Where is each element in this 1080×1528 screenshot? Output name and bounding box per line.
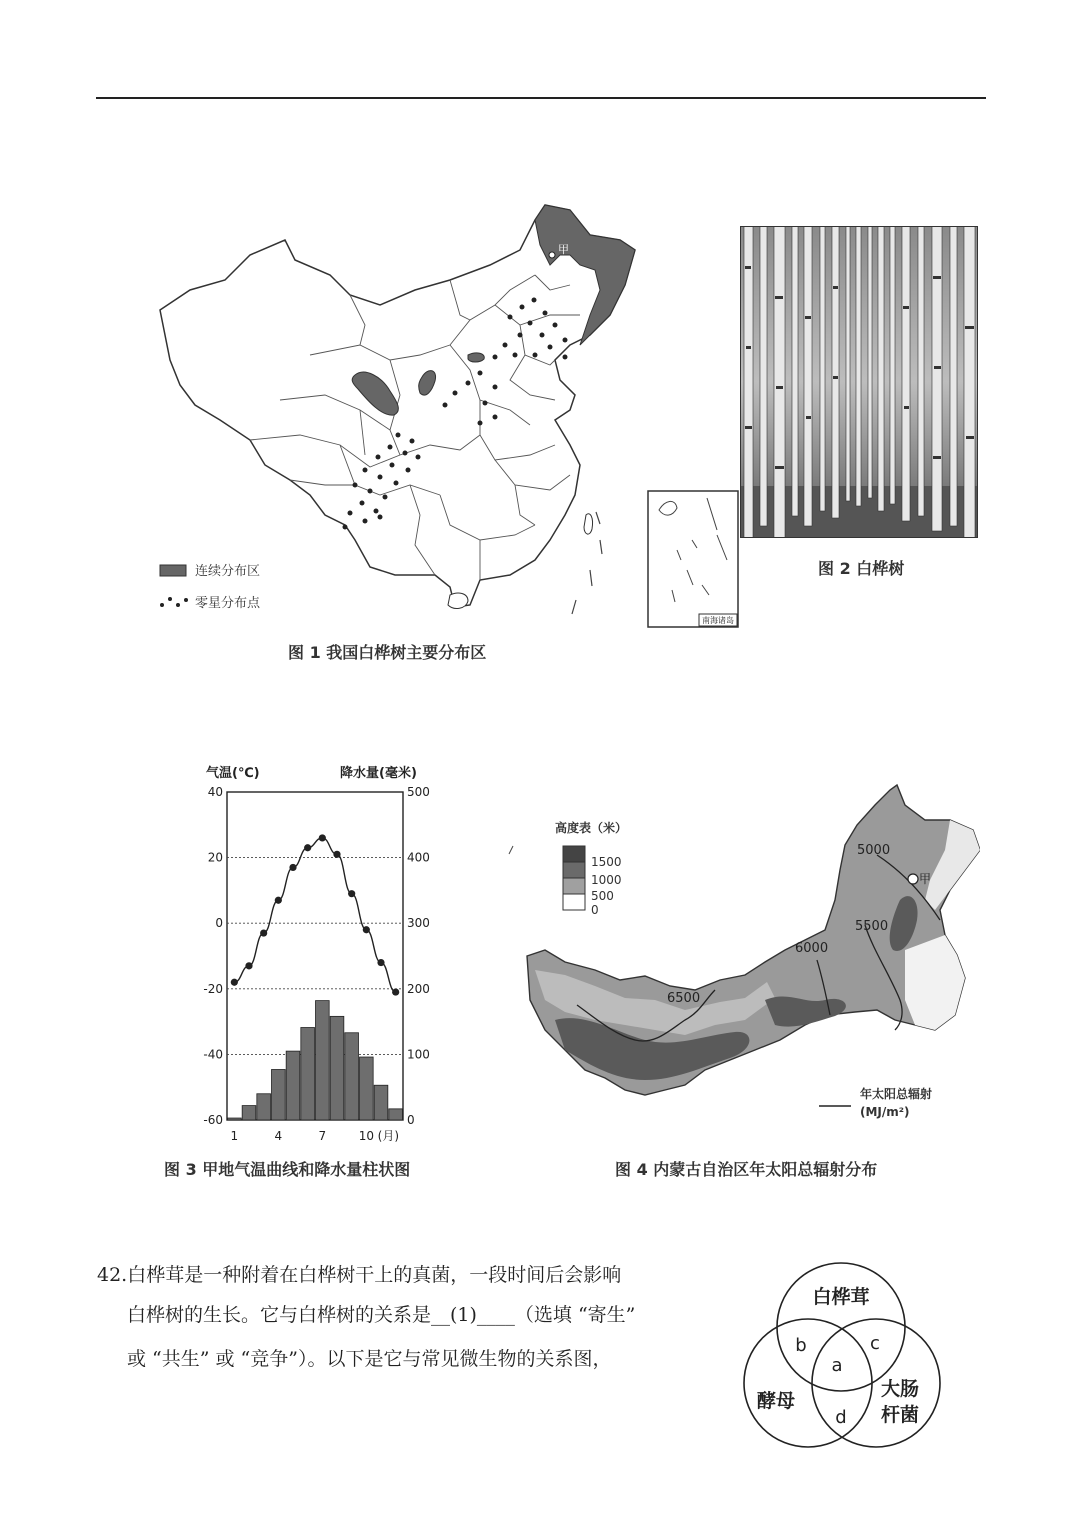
left-tick-label: -40 (203, 1047, 223, 1062)
venn-label-right-2: 杆菌 (880, 1404, 920, 1426)
elevation-swatch-500 (563, 878, 585, 894)
elevation-label-1500: 1500 (591, 855, 622, 869)
question-42-line1: 42.白桦茸是一种附着在白桦树干上的真菌，一段时间后会影响 (97, 1264, 622, 1286)
right-axis-title: 降水量(毫米) (340, 766, 417, 781)
elevation-swatch-1000 (563, 862, 585, 878)
temperature-point (319, 834, 326, 841)
precipitation-bar (345, 1033, 359, 1120)
birch-trunks (744, 226, 975, 538)
elevation-label-0: 0 (591, 903, 599, 917)
fig1-caption: 图 1 我国白桦树主要分布区 (288, 643, 487, 662)
question-42-line2: 白桦树的生长。它与白桦树的关系是__(1)____（选填 “寄生” (127, 1304, 636, 1326)
precipitation-bar (374, 1085, 388, 1120)
elevation-label-500: 500 (591, 889, 614, 903)
temperature-point (289, 864, 296, 871)
hainan-island (448, 593, 468, 608)
right-tick-label: 400 (407, 850, 430, 865)
venn-region-c: c (870, 1333, 880, 1354)
isoline-label-6500: 6500 (667, 991, 701, 1006)
temperature-point (377, 959, 384, 966)
isoline-label-5500: 5500 (855, 919, 889, 934)
fig4-caption: 图 4 内蒙古自治区年太阳总辐射分布 (615, 1160, 878, 1179)
precipitation-bar (257, 1094, 271, 1120)
temperature-point (245, 962, 252, 969)
fig3-caption: 图 3 甲地气温曲线和降水量柱状图 (164, 1160, 411, 1179)
isoline-label-6000: 6000 (795, 941, 829, 956)
temperature-point (231, 979, 238, 986)
line-legend-unit: (MJ/m²) (860, 1105, 910, 1119)
elevation-swatch-0 (563, 894, 585, 910)
precipitation-bar (360, 1057, 374, 1120)
isoline-label-5000: 5000 (857, 843, 891, 858)
x-tick-label: 4 (274, 1129, 283, 1143)
location-jia-label: 甲 (558, 243, 569, 256)
x-tick-label: 1 (230, 1129, 239, 1143)
precipitation-bar (242, 1106, 256, 1120)
x-tick-label: 7 (318, 1129, 327, 1143)
temperature-point (304, 844, 311, 851)
left-tick-label: -20 (203, 981, 223, 996)
temperature-point (392, 988, 399, 995)
location-jia-label-fig4: 甲 (919, 872, 932, 886)
line-legend-label: 年太阳总辐射 (860, 1087, 933, 1101)
right-tick-label: 200 (407, 981, 430, 996)
venn-label-top: 白桦茸 (812, 1286, 870, 1308)
continuous-area-yinshan (468, 353, 484, 362)
legend-continuous-label: 连续分布区 (195, 564, 261, 579)
venn-diagram (738, 1255, 948, 1450)
location-jia-marker (549, 252, 555, 258)
legend-continuous-swatch (160, 565, 186, 576)
temperature-point (363, 926, 370, 933)
right-tick-label: 100 (407, 1047, 430, 1062)
left-tick-label: 40 (207, 785, 223, 799)
temperature-point (333, 851, 340, 858)
temperature-point (275, 897, 282, 904)
question-42-line3: 或 “共生” 或 “竞争”）。以下是它与常见微生物的关系图， (127, 1348, 612, 1370)
precipitation-bar (228, 1118, 242, 1120)
precipitation-bar (272, 1069, 286, 1120)
left-axis-title: 气温(℃) (206, 766, 260, 781)
legend-scattered-swatch (160, 597, 188, 607)
x-tick-label: 10 (358, 1129, 374, 1143)
left-tick-label: 0 (215, 916, 223, 931)
temperature-line (234, 838, 395, 992)
venn-region-b: b (795, 1335, 807, 1356)
venn-circle-left (744, 1319, 872, 1447)
right-tick-label: 500 (407, 785, 430, 799)
left-tick-label: -60 (203, 1113, 223, 1127)
venn-label-left: 酵母 (756, 1390, 796, 1412)
island-dashes (570, 510, 610, 620)
right-tick-label: 300 (407, 916, 430, 931)
precipitation-bar (286, 1051, 300, 1120)
precipitation-bar (389, 1109, 403, 1120)
birch-tree-photo (740, 226, 978, 538)
inset-label: 南海诸岛 (702, 616, 734, 625)
venn-region-d: d (835, 1407, 847, 1428)
header-rule (96, 97, 986, 99)
legend-scattered-label: 零星分布点 (195, 596, 261, 611)
precipitation-bar (330, 1016, 344, 1120)
venn-label-right-1: 大肠 (880, 1378, 920, 1400)
precipitation-bar (301, 1028, 315, 1120)
temperature-point (260, 929, 267, 936)
south-china-sea-inset (647, 490, 739, 628)
x-axis-unit: (月) (377, 1129, 400, 1143)
elevation-legend-title: 高度表（米） (555, 821, 628, 835)
northeast-lowland (905, 935, 965, 1030)
right-tick-label: 0 (407, 1113, 415, 1127)
precipitation-bar (316, 1001, 330, 1120)
climate-chart (190, 780, 450, 1145)
venn-region-a: a (831, 1355, 843, 1376)
left-tick-label: 20 (207, 850, 223, 865)
elevation-label-1000: 1000 (591, 873, 622, 887)
fig2-caption: 图 2 白桦树 (818, 559, 905, 578)
elevation-swatch-1500 (563, 846, 585, 862)
location-jia-marker-fig4 (908, 874, 918, 884)
temperature-point (348, 890, 355, 897)
inner-mongolia-radiation-map (505, 750, 980, 1130)
